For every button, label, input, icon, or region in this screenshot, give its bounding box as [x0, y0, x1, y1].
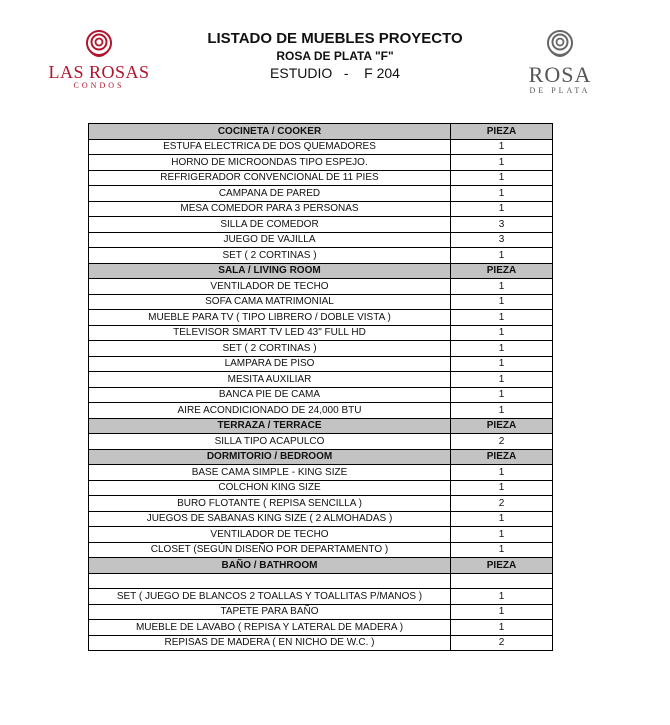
table-row: [89, 511, 553, 527]
item-quantity: 1: [451, 387, 553, 403]
item-name: MUEBLE DE LAVABO ( REPISA Y LATERAL DE MADERA ): [89, 620, 451, 636]
item-name: MUEBLE PARA TV ( TIPO LIBRERO / DOBLE VISTA ): [89, 310, 451, 326]
section-title: SALA / LIVING ROOM: [89, 263, 451, 279]
table-row: [89, 341, 553, 357]
item-quantity: 2: [451, 635, 553, 651]
table-row: [89, 480, 553, 496]
item-name: COLCHON KING SIZE: [89, 480, 451, 496]
item-quantity: 1: [451, 310, 553, 326]
item-quantity: 1: [451, 201, 553, 217]
table-row: [89, 155, 553, 171]
section-header-row: [89, 558, 553, 574]
section-title: COCINETA / COOKER: [89, 124, 451, 140]
table-row: [89, 294, 553, 310]
item-name: SET ( 2 CORTINAS ): [89, 248, 451, 264]
section-header-row: [89, 449, 553, 465]
item-name: AIRE ACONDICIONADO DE 24,000 BTU: [89, 403, 451, 419]
table-row: [89, 573, 553, 589]
section-header-row: [89, 418, 553, 434]
item-name: CAMPANA DE PARED: [89, 186, 451, 202]
item-quantity: 1: [451, 589, 553, 605]
quantity-header: PIEZA: [451, 124, 553, 140]
item-name: SILLA DE COMEDOR: [89, 217, 451, 233]
item-quantity: 1: [451, 279, 553, 295]
item-name: BASE CAMA SIMPLE - KING SIZE: [89, 465, 451, 481]
item-name: SET ( 2 CORTINAS ): [89, 341, 451, 357]
furniture-table: [88, 123, 553, 651]
section-title: TERRAZA / TERRACE: [89, 418, 451, 434]
table-row: [89, 325, 553, 341]
item-name: VENTILADOR DE TECHO: [89, 527, 451, 543]
item-quantity: 1: [451, 186, 553, 202]
logo-sub: DE PLATA: [529, 86, 591, 95]
item-quantity: 1: [451, 527, 553, 543]
item-quantity: 1: [451, 604, 553, 620]
item-quantity: 1: [451, 139, 553, 155]
project-name: ROSA DE PLATA "F": [276, 49, 394, 63]
table-row: [89, 248, 553, 264]
item-quantity: 1: [451, 248, 553, 264]
item-quantity: 2: [451, 434, 553, 450]
item-name: TAPETE PARA BAÑO: [89, 604, 451, 620]
table-row: [89, 170, 553, 186]
item-quantity: 1: [451, 372, 553, 388]
table-row: [89, 604, 553, 620]
table-row: [89, 186, 553, 202]
table-row: [89, 217, 553, 233]
table-row: [89, 635, 553, 651]
item-name: BURO FLOTANTE ( REPISA SENCILLA ): [89, 496, 451, 512]
section-title: BAÑO / BATHROOM: [89, 558, 451, 574]
item-name: REPISAS DE MADERA ( EN NICHO DE W.C. ): [89, 635, 451, 651]
page-title: LISTADO DE MUEBLES PROYECTO: [207, 30, 463, 47]
item-quantity: 1: [451, 511, 553, 527]
rosa-de-plata-logo: [518, 28, 602, 94]
item-quantity: 3: [451, 232, 553, 248]
table-row: [89, 527, 553, 543]
item-name: ESTUFA ELECTRICA DE DOS QUEMADORES: [89, 139, 451, 155]
item-name: BANCA PIE DE CAMA: [89, 387, 451, 403]
item-quantity: 1: [451, 403, 553, 419]
item-name: VENTILADOR DE TECHO: [89, 279, 451, 295]
item-name: SOFA CAMA MATRIMONIAL: [89, 294, 451, 310]
table-row: [89, 201, 553, 217]
table-row: [89, 465, 553, 481]
quantity-header: PIEZA: [451, 263, 553, 279]
item-quantity: 3: [451, 217, 553, 233]
item-name: REFRIGERADOR CONVENCIONAL DE 11 PIES: [89, 170, 451, 186]
item-quantity: 1: [451, 480, 553, 496]
item-name: [89, 573, 451, 589]
item-quantity: 2: [451, 496, 553, 512]
las-rosas-logo: [44, 28, 154, 90]
quantity-header: PIEZA: [451, 418, 553, 434]
table-row: [89, 139, 553, 155]
item-quantity: 1: [451, 542, 553, 558]
item-quantity: 1: [451, 155, 553, 171]
item-quantity: [451, 573, 553, 589]
section-header-row: [89, 263, 553, 279]
item-name: SILLA TIPO ACAPULCO: [89, 434, 451, 450]
quantity-header: PIEZA: [451, 558, 553, 574]
item-quantity: 1: [451, 356, 553, 372]
item-name: MESITA AUXILIAR: [89, 372, 451, 388]
quantity-header: PIEZA: [451, 449, 553, 465]
item-quantity: 1: [451, 620, 553, 636]
table-row: [89, 310, 553, 326]
document-header: [170, 30, 500, 82]
item-name: CLOSET (SEGÚN DISEÑO POR DEPARTAMENTO ): [89, 542, 451, 558]
table-row: [89, 356, 553, 372]
table-row: [89, 542, 553, 558]
unit-label: ESTUDIO - F 204: [270, 65, 400, 81]
logo-brand: ROSA: [528, 62, 592, 87]
table-row: [89, 496, 553, 512]
item-name: LAMPARA DE PISO: [89, 356, 451, 372]
table-row: [89, 372, 553, 388]
logo-brand: LAS ROSAS: [48, 62, 150, 82]
furniture-table-body: [89, 124, 553, 651]
table-row: [89, 589, 553, 605]
item-quantity: 1: [451, 465, 553, 481]
item-quantity: 1: [451, 325, 553, 341]
rose-icon: [543, 28, 577, 62]
table-row: [89, 387, 553, 403]
item-quantity: 1: [451, 170, 553, 186]
table-row: [89, 232, 553, 248]
table-row: [89, 403, 553, 419]
item-quantity: 1: [451, 294, 553, 310]
section-header-row: [89, 124, 553, 140]
table-row: [89, 279, 553, 295]
section-title: DORMITORIO / BEDROOM: [89, 449, 451, 465]
item-name: JUEGO DE VAJILLA: [89, 232, 451, 248]
item-name: SET ( JUEGO DE BLANCOS 2 TOALLAS Y TOALLITAS P/MANOS ): [89, 589, 451, 605]
item-name: JUEGOS DE SABANAS KING SIZE ( 2 ALMOHADAS ): [89, 511, 451, 527]
item-name: MESA COMEDOR PARA 3 PERSONAS: [89, 201, 451, 217]
logo-sub: CONDOS: [73, 81, 125, 90]
item-name: TELEVISOR SMART TV LED 43" FULL HD: [89, 325, 451, 341]
item-quantity: 1: [451, 341, 553, 357]
item-name: HORNO DE MICROONDAS TIPO ESPEJO.: [89, 155, 451, 171]
table-row: [89, 620, 553, 636]
table-row: [89, 434, 553, 450]
rose-icon: [82, 28, 116, 62]
